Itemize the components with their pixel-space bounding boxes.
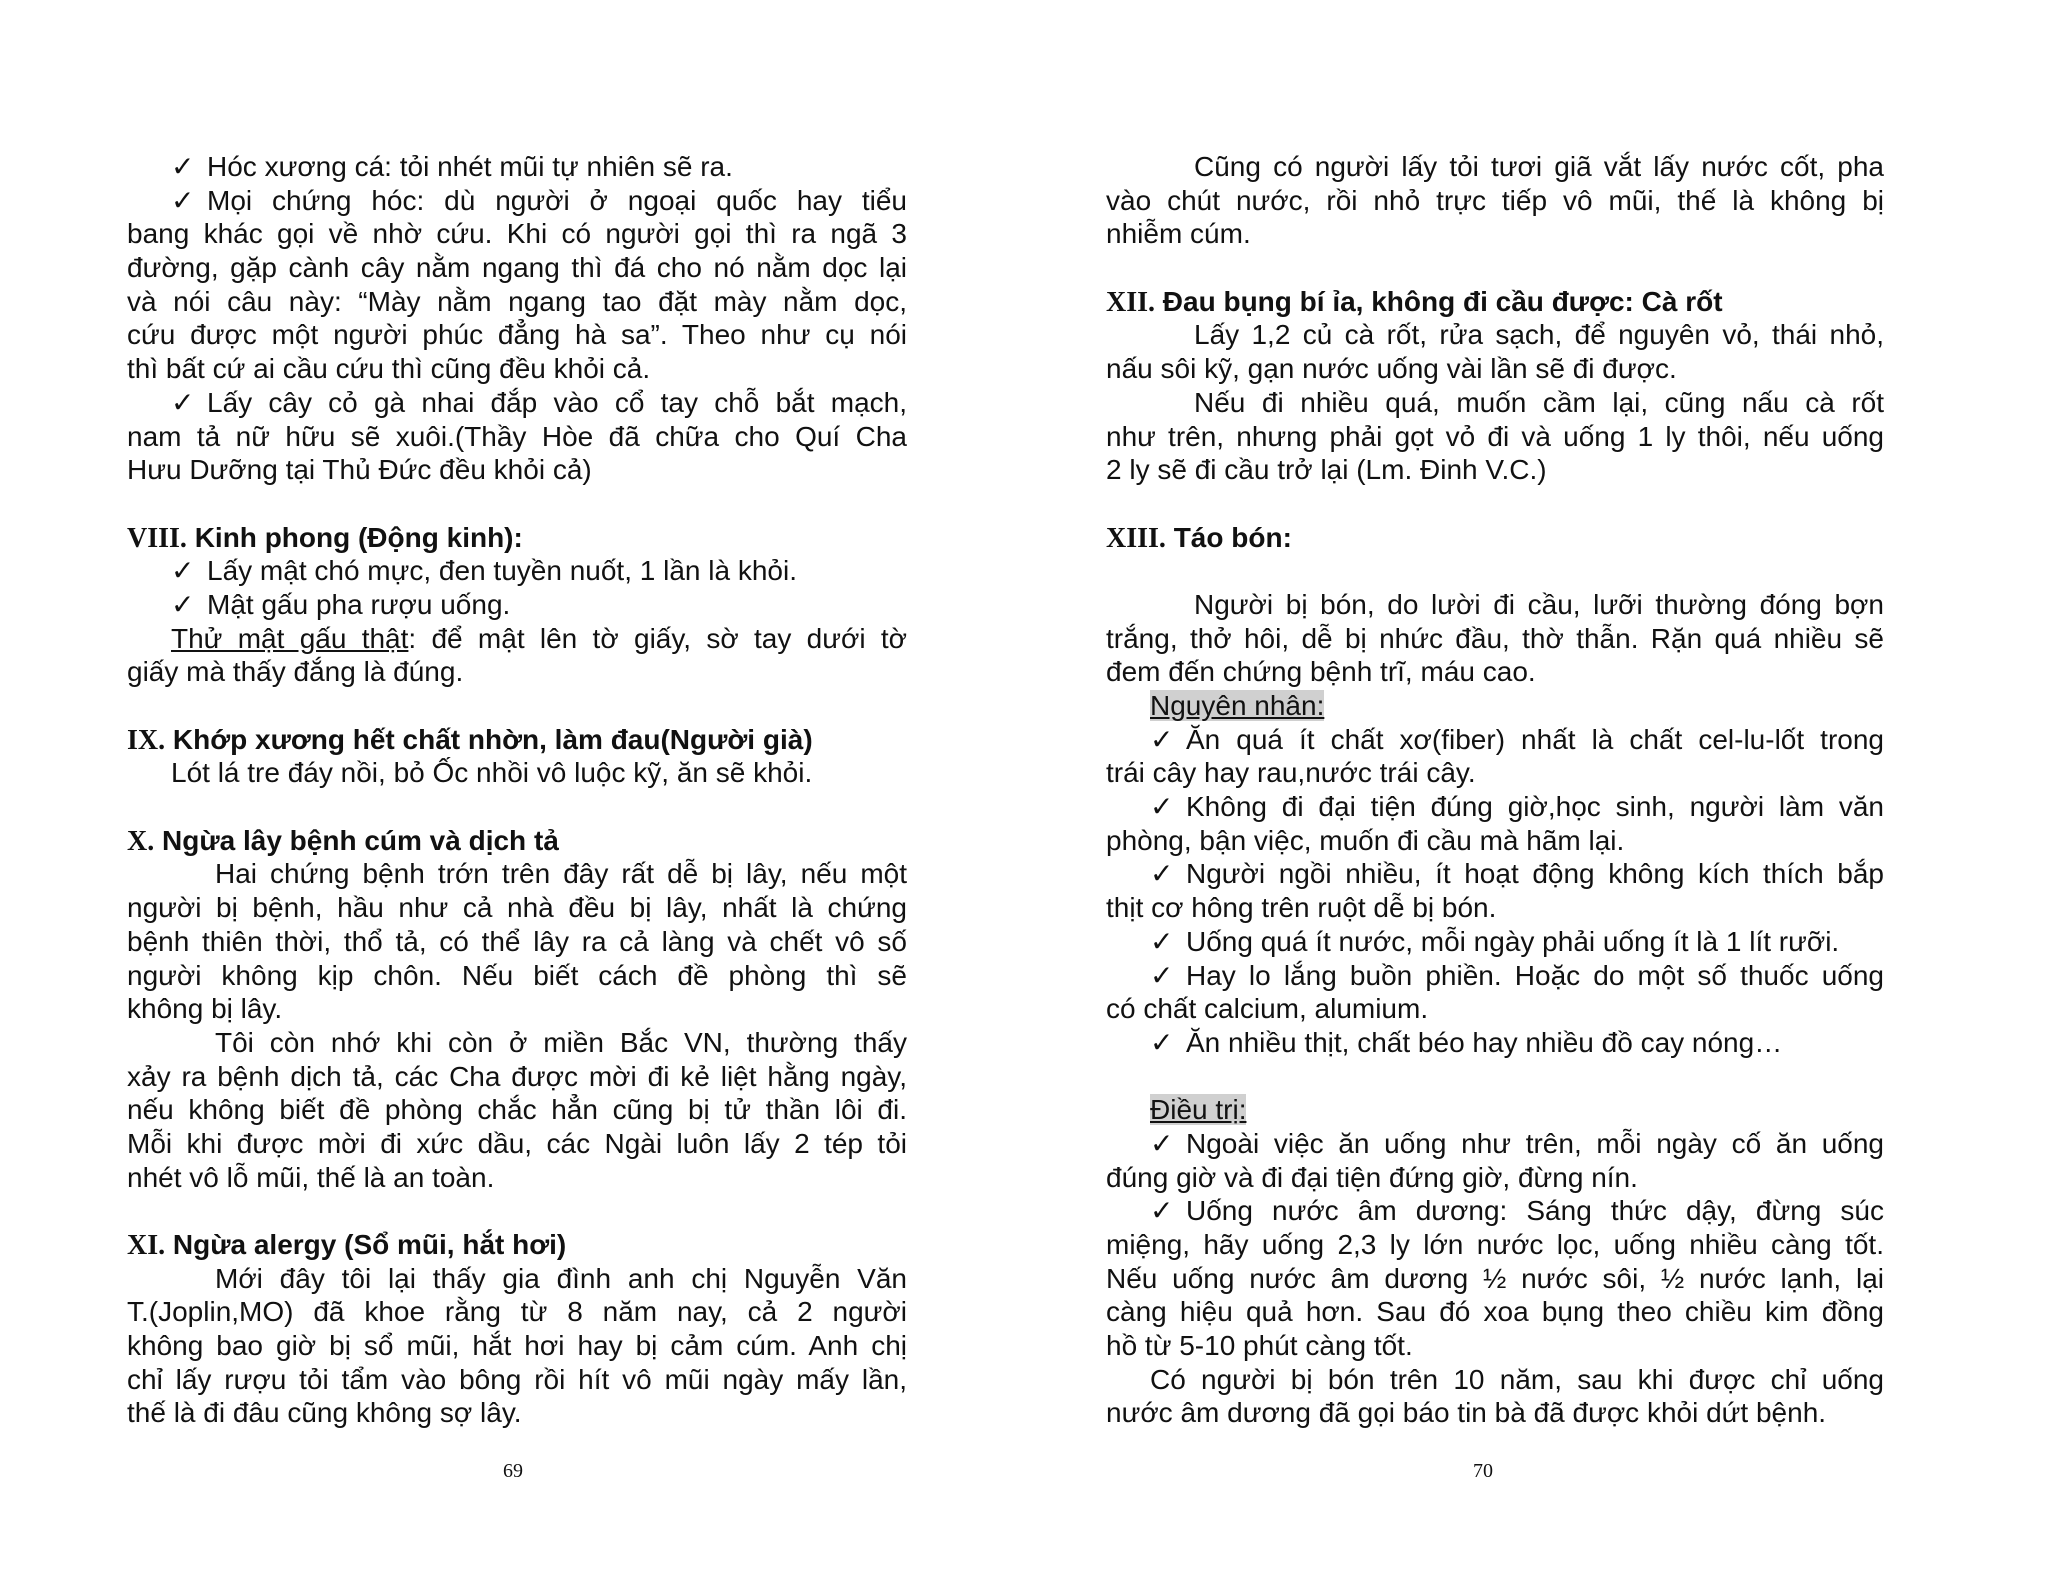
- text-line: người không kịp chôn. Nếu biết cách đề phòng thì sẽ: [127, 959, 907, 991]
- text-line: 2 ly sẽ đi cầu trở lại (Lm. Đinh V.C.): [1106, 454, 1547, 486]
- bullet-item: ✓ Người ngồi nhiều, ít hoạt động không kích thích bắp: [1150, 858, 1884, 890]
- text-line: nhiễm cúm.: [1106, 218, 1251, 250]
- text-line: Tôi còn nhớ khi còn ở miền Bắc VN, thường thấy: [215, 1026, 907, 1058]
- text-line: nếu không biết đề phòng chắc hẳn cũng bị tử thần lôi đi.: [127, 1094, 907, 1126]
- checkmark-icon: ✓: [1150, 791, 1174, 823]
- text-line: Người bị bón, do lười đi cầu, lưỡi thường đóng bợn: [1194, 588, 1884, 620]
- text-line: Có người bị bón trên 10 năm, sau khi được chỉ uống: [1150, 1363, 1884, 1395]
- text-line: miệng, hãy uống 2,3 ly lớn nước lọc, uống nhiều càng tốt.: [1106, 1229, 1884, 1260]
- text-line: thì bất cứ ai cầu cứu thì cũng đều khỏi cả.: [127, 353, 651, 385]
- bullet-item: ✓ Mật gấu pha rượu uống.: [171, 588, 511, 620]
- text-line: và nói câu này: “Mày nằm ngang tao đặt mày nằm dọc,: [127, 285, 907, 317]
- checkmark-icon: ✓: [171, 386, 195, 418]
- text-line: Mỗi khi được mời đi xức dầu, các Ngài luôn lấy 2 tép tỏi: [127, 1127, 907, 1159]
- text-line: càng hiệu quả hơn. Sau đó xoa bụng theo chiều kim đồng: [1106, 1296, 1884, 1328]
- checkmark-icon: ✓: [171, 151, 195, 182]
- text-line: thế là đi đâu cũng không sợ lây.: [127, 1397, 522, 1429]
- text-line: nấu sôi kỹ, gạn nước uống vài lần sẽ đi được.: [1106, 353, 1677, 385]
- checkmark-icon: ✓: [1150, 959, 1174, 991]
- checkmark-icon: ✓: [1150, 723, 1174, 755]
- text-line: nhét vô lỗ mũi, thế là an toàn.: [127, 1161, 495, 1193]
- checkmark-icon: ✓: [1150, 1127, 1174, 1159]
- text-line: Cũng có người lấy tỏi tươi giã vắt lấy nước cốt, pha: [1194, 151, 1884, 182]
- text-line: phòng, bận việc, muốn đi cầu mà hãm lại.: [1106, 824, 1625, 856]
- right-page: [1106, 150, 1884, 1430]
- bullet-herb: ✓ Lấy cây cỏ gà nhai đắp vào cổ tay chỗ bắt mạch,: [171, 386, 907, 418]
- section-heading-xiii: XIII. Táo bón:: [1106, 521, 1292, 554]
- page-number: 69: [503, 1460, 523, 1482]
- section-heading-x: X. Ngừa lây bệnh cúm và dịch tả: [127, 824, 559, 857]
- text-line: Nếu đi nhiều quá, muốn cầm lại, cũng nấu cà rốt: [1194, 386, 1884, 418]
- text-line: trái cây hay rau,nước trái cây.: [1106, 757, 1476, 789]
- text-line: nam tả nữ hữu sẽ xuôi.(Thầy Hòe đã chữa cho Quí Cha: [127, 420, 907, 452]
- text-line: không bao giờ bị sổ mũi, hắt hơi hay bị cảm cúm. Anh chị: [127, 1330, 907, 1362]
- bullet-item: ✓ Ngoài việc ăn uống như trên, mỗi ngày cố ăn uống: [1150, 1127, 1884, 1159]
- text-line: Hai chứng bệnh trớn trên đây rất dễ bị lây, nếu một: [215, 858, 907, 890]
- bullet-item: ✓ Ăn quá ít chất xơ(fiber) nhất là chất cel-lu-lốt trong: [1150, 723, 1884, 755]
- text-line: thịt cơ hông trên ruột dễ bị bón.: [1106, 892, 1497, 924]
- checkmark-icon: ✓: [1150, 1026, 1174, 1058]
- treatment-label: Điều trị:: [1150, 1094, 1247, 1126]
- bullet-item: ✓ Lấy mật chó mực, đen tuyền nuốt, 1 lần là khỏi.: [171, 555, 797, 587]
- section-heading-viii: VIII. Kinh phong (Động kinh):: [127, 521, 523, 554]
- section-heading-ix: IX. Khớp xương hết chất nhờn, làm đau(Người già): [127, 723, 813, 756]
- checkmark-icon: ✓: [1150, 1195, 1174, 1227]
- text-line: bang khác gọi về nhờ cứu. Khi có người gọi thì ra ngã 3: [127, 218, 907, 250]
- checkmark-icon: ✓: [171, 588, 195, 620]
- checkmark-icon: ✓: [171, 555, 195, 587]
- checkmark-icon: ✓: [1150, 858, 1174, 890]
- text-line: như trên, nhưng phải gọt vỏ đi và uống 1 ly thôi, nếu uống: [1106, 420, 1884, 452]
- text-line: có chất calcium, alumium.: [1106, 993, 1429, 1025]
- bullet-item: ✓ Ăn nhiều thịt, chất béo hay nhiều đồ cay nóng…: [1150, 1026, 1783, 1058]
- bullet-item: ✓ Hay lo lắng buồn phiền. Hoặc do một số thuốc uống: [1150, 959, 1884, 991]
- text-line: vào chút nước, rồi nhỏ trực tiếp vô mũi, thế là không bị: [1106, 184, 1884, 216]
- section-heading-xii: XII. Đau bụng bí ỉa, không đi cầu được: Cà rốt: [1106, 285, 1723, 318]
- bullet-item: ✓ Không đi đại tiện đúng giờ,học sinh, người làm văn: [1150, 791, 1884, 823]
- text-line: T.(Joplin,MO) đã khoe rằng từ 8 năm nay, cả 2 người: [127, 1296, 907, 1328]
- text-line: đúng giờ và đi đại tiện đứng giờ, đừng nín.: [1106, 1161, 1638, 1193]
- section-heading-xi: XI. Ngừa alergy (Sổ mũi, hắt hơi): [127, 1229, 567, 1261]
- bullet-fishbone: ✓ Hóc xương cá: tỏi nhét mũi tự nhiên sẽ ra.: [171, 151, 733, 182]
- bullet-item: ✓ Uống nước âm dương: Sáng thức dậy, đừng súc: [1150, 1195, 1884, 1227]
- text-line: Nếu uống nước âm dương ½ nước sôi, ½ nước lạnh, lại: [1106, 1262, 1884, 1294]
- text-line: xảy ra bệnh dịch tả, các Cha được mời đi kẻ liệt hằng ngày,: [127, 1060, 907, 1092]
- text-line: trắng, thở hôi, dễ bị nhức đầu, thờ thẫn. Rặn quá nhiều sẽ: [1106, 622, 1884, 654]
- checkmark-icon: ✓: [1150, 925, 1174, 957]
- text-line: đường, gặp cành cây nằm ngang thì đá cho nó nằm dọc lại: [127, 252, 907, 284]
- bullet-choking: ✓ Mọi chứng hóc: dù người ở ngoại quốc hay tiểu: [171, 184, 907, 216]
- text-line: cứu được một người phúc đẳng hà sa”. Theo như cụ nói: [127, 319, 907, 351]
- text-line: Lấy 1,2 củ cà rốt, rửa sạch, để nguyên vỏ, thái nhỏ,: [1194, 319, 1884, 351]
- text-line: Mới đây tôi lại thấy gia đình anh chị Nguyễn Văn: [215, 1262, 907, 1294]
- text-line: chỉ lấy rượu tỏi tẩm vào bông rồi hít vô mũi ngày mấy lần,: [127, 1363, 907, 1395]
- text-line: người bị bệnh, hầu như cả nhà đều bị lây, nhất là chứng: [127, 892, 907, 924]
- checkmark-icon: ✓: [171, 184, 195, 216]
- text-line: Lót lá tre đáy nồi, bỏ Ốc nhồi vô luộc kỹ, ăn sẽ khỏi.: [171, 757, 813, 789]
- text-line: bệnh thiên thời, thổ tả, có thể lây ra cả làng và chết vô số: [127, 925, 907, 957]
- text-line: hồ từ 5-10 phút càng tốt.: [1106, 1330, 1413, 1362]
- test-note: Thử mật gấu thật: để mật lên tờ giấy, sờ tay dưới tờ: [171, 622, 907, 654]
- bullet-item: ✓ Uống quá ít nước, mỗi ngày phải uống ít là 1 lít rưỡi.: [1150, 925, 1840, 957]
- text-line: không bị lây.: [127, 993, 283, 1025]
- text-line: giấy mà thấy đắng là đúng.: [127, 656, 464, 688]
- page-number: 70: [1473, 1460, 1493, 1482]
- cause-label: Nguyên nhân:: [1150, 690, 1325, 721]
- text-line: Hưu Dưỡng tại Thủ Đức đều khỏi cả): [127, 454, 592, 486]
- text-line: nước âm dương đã gọi báo tin bà đã được khỏi dứt bệnh.: [1106, 1397, 1827, 1429]
- left-page: [127, 150, 907, 1430]
- text-line: đem đến chứng bệnh trĩ, máu cao.: [1106, 656, 1536, 688]
